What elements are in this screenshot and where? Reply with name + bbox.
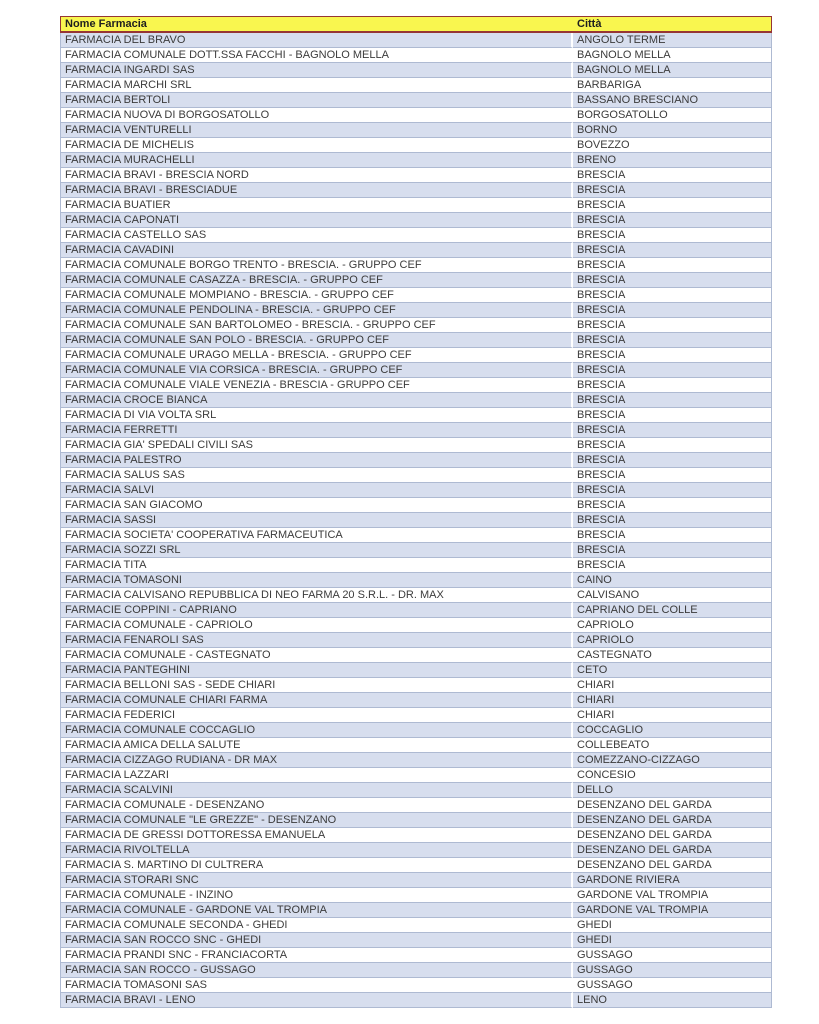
city-cell: GARDONE VAL TROMPIA [573,888,772,903]
city-cell: BRESCIA [573,288,772,303]
city-cell: BRESCIA [573,453,772,468]
pharmacy-name-cell: FARMACIA CAPONATI [60,213,573,228]
city-cell: BRESCIA [573,408,772,423]
pharmacy-name-cell: FARMACIA DE MICHELIS [60,138,573,153]
table-row [60,738,772,753]
table-row [60,918,772,933]
city-cell: BRESCIA [573,543,772,558]
city-cell: BRESCIA [573,378,772,393]
pharmacy-name-cell: FARMACIA FENAROLI SAS [60,633,573,648]
pharmacy-name-cell: FARMACIA GIA' SPEDALI CIVILI SAS [60,438,573,453]
pharmacy-name-cell: FARMACIE COPPINI - CAPRIANO [60,603,573,618]
city-cell: CHIARI [573,708,772,723]
table-row [60,123,772,138]
city-cell: GARDONE RIVIERA [573,873,772,888]
table-row [60,993,772,1008]
pharmacy-name-cell: FARMACIA AMICA DELLA SALUTE [60,738,573,753]
pharmacy-name-cell: FARMACIA COMUNALE - INZINO [60,888,573,903]
city-cell: GHEDI [573,918,772,933]
table-row [60,663,772,678]
column-header-nome-farmacia: Nome Farmacia [60,16,573,33]
city-cell: BRESCIA [573,513,772,528]
pharmacy-name-cell: FARMACIA COMUNALE SAN BARTOLOMEO - BRESCIA. - GRUPPO CEF [60,318,573,333]
pharmacy-name-cell: FARMACIA BERTOLI [60,93,573,108]
pharmacy-name-cell: FARMACIA COMUNALE "LE GREZZE" - DESENZANO [60,813,573,828]
pharmacy-name-cell: FARMACIA BRAVI - BRESCIADUE [60,183,573,198]
table-row [60,138,772,153]
pharmacy-name-cell: FARMACIA BELLONI SAS - SEDE CHIARI [60,678,573,693]
city-cell: BASSANO BRESCIANO [573,93,772,108]
pharmacy-name-cell: FARMACIA COMUNALE - CAPRIOLO [60,618,573,633]
city-cell: DESENZANO DEL GARDA [573,798,772,813]
city-cell: GARDONE VAL TROMPIA [573,903,772,918]
table-row [60,303,772,318]
pharmacy-name-cell: FARMACIA CIZZAGO RUDIANA - DR MAX [60,753,573,768]
city-cell: CAPRIANO DEL COLLE [573,603,772,618]
city-cell: CHIARI [573,693,772,708]
city-cell: BAGNOLO MELLA [573,48,772,63]
pharmacy-name-cell: FARMACIA CAVADINI [60,243,573,258]
table-row [60,558,772,573]
pharmacy-name-cell: FARMACIA DI VIA VOLTA SRL [60,408,573,423]
pharmacy-name-cell: FARMACIA SAN GIACOMO [60,498,573,513]
city-cell: BRESCIA [573,333,772,348]
table-row [60,393,772,408]
pharmacy-name-cell: FARMACIA COMUNALE - CASTEGNATO [60,648,573,663]
city-cell: CHIARI [573,678,772,693]
pharmacy-name-cell: FARMACIA SALUS SAS [60,468,573,483]
city-cell: BRESCIA [573,318,772,333]
table-row [60,78,772,93]
table-header-row [60,16,772,33]
table-row [60,423,772,438]
table-row [60,288,772,303]
pharmacy-name-cell: FARMACIA TOMASONI [60,573,573,588]
table-row [60,438,772,453]
city-cell: DESENZANO DEL GARDA [573,813,772,828]
pharmacy-name-cell: FARMACIA COMUNALE BORGO TRENTO - BRESCIA. - GRUPPO CEF [60,258,573,273]
pharmacy-name-cell: FARMACIA CALVISANO REPUBBLICA DI NEO FARMA 20 S.R.L. - DR. MAX [60,588,573,603]
table-row [60,108,772,123]
city-cell: BRESCIA [573,243,772,258]
table-row [60,933,772,948]
pharmacy-name-cell: FARMACIA COMUNALE CASAZZA - BRESCIA. - GRUPPO CEF [60,273,573,288]
pharmacy-name-cell: FARMACIA TOMASONI SAS [60,978,573,993]
table-row [60,513,772,528]
city-cell: BRESCIA [573,168,772,183]
table-row [60,453,772,468]
pharmacy-table [60,16,772,1008]
table-row [60,963,772,978]
table-body [60,33,772,1008]
table-row [60,603,772,618]
pharmacy-name-cell: FARMACIA SALVI [60,483,573,498]
pharmacy-name-cell: FARMACIA BRAVI - LENO [60,993,573,1008]
pharmacy-name-cell: FARMACIA COMUNALE PENDOLINA - BRESCIA. - GRUPPO CEF [60,303,573,318]
city-cell: BRESCIA [573,468,772,483]
table-row [60,753,772,768]
pharmacy-name-cell: FARMACIA SOZZI SRL [60,543,573,558]
city-cell: BRESCIA [573,423,772,438]
city-cell: CONCESIO [573,768,772,783]
pharmacy-name-cell: FARMACIA PRANDI SNC - FRANCIACORTA [60,948,573,963]
table-row [60,378,772,393]
pharmacy-name-cell: FARMACIA COMUNALE CHIARI FARMA [60,693,573,708]
table-row [60,948,772,963]
city-cell: BRESCIA [573,558,772,573]
city-cell: DESENZANO DEL GARDA [573,828,772,843]
pharmacy-name-cell: FARMACIA BUATIER [60,198,573,213]
table-row [60,318,772,333]
table-row [60,858,772,873]
city-cell: CASTEGNATO [573,648,772,663]
table-row [60,678,772,693]
pharmacy-name-cell: FARMACIA COMUNALE SECONDA - GHEDI [60,918,573,933]
table-row [60,48,772,63]
table-row [60,243,772,258]
pharmacy-name-cell: FARMACIA SAN ROCCO SNC - GHEDI [60,933,573,948]
table-row [60,168,772,183]
city-cell: GUSSAGO [573,948,772,963]
table-row [60,93,772,108]
city-cell: BRESCIA [573,348,772,363]
column-header-citta: Città [573,16,772,33]
city-cell: DESENZANO DEL GARDA [573,843,772,858]
table-row [60,468,772,483]
table-row [60,408,772,423]
city-cell: DELLO [573,783,772,798]
table-row [60,768,772,783]
pharmacy-name-cell: FARMACIA S. MARTINO DI CULTRERA [60,858,573,873]
city-cell: BORNO [573,123,772,138]
table-row [60,483,772,498]
city-cell: CALVISANO [573,588,772,603]
city-cell: CAPRIOLO [573,633,772,648]
city-cell: BAGNOLO MELLA [573,63,772,78]
pharmacy-name-cell: FARMACIA DE GRESSI DOTTORESSA EMANUELA [60,828,573,843]
pharmacy-name-cell: FARMACIA COMUNALE SAN POLO - BRESCIA. - GRUPPO CEF [60,333,573,348]
table-row [60,573,772,588]
city-cell: COMEZZANO-CIZZAGO [573,753,772,768]
table-row [60,348,772,363]
table-row [60,888,772,903]
pharmacy-name-cell: FARMACIA COMUNALE VIA CORSICA - BRESCIA. - GRUPPO CEF [60,363,573,378]
pharmacy-name-cell: FARMACIA PALESTRO [60,453,573,468]
table-row [60,363,772,378]
table-row [60,903,772,918]
table-row [60,63,772,78]
pharmacy-name-cell: FARMACIA FEDERICI [60,708,573,723]
table-row [60,333,772,348]
city-cell: BARBARIGA [573,78,772,93]
table-row [60,828,772,843]
table-row [60,258,772,273]
city-cell: ANGOLO TERME [573,33,772,48]
pharmacy-name-cell: FARMACIA NUOVA DI BORGOSATOLLO [60,108,573,123]
pharmacy-name-cell: FARMACIA MURACHELLI [60,153,573,168]
table-row [60,708,772,723]
pharmacy-name-cell: FARMACIA VENTURELLI [60,123,573,138]
city-cell: BRENO [573,153,772,168]
pharmacy-name-cell: FARMACIA COMUNALE DOTT.SSA FACCHI - BAGNOLO MELLA [60,48,573,63]
city-cell: BRESCIA [573,213,772,228]
table-row [60,813,772,828]
table-row [60,228,772,243]
pharmacy-name-cell: FARMACIA STORARI SNC [60,873,573,888]
pharmacy-name-cell: FARMACIA SOCIETA' COOPERATIVA FARMACEUTICA [60,528,573,543]
city-cell: BRESCIA [573,198,772,213]
table-row [60,843,772,858]
city-cell: BRESCIA [573,273,772,288]
table-row [60,213,772,228]
pharmacy-name-cell: FARMACIA RIVOLTELLA [60,843,573,858]
pharmacy-name-cell: FARMACIA BRAVI - BRESCIA NORD [60,168,573,183]
city-cell: BOVEZZO [573,138,772,153]
pharmacy-name-cell: FARMACIA MARCHI SRL [60,78,573,93]
table-row [60,528,772,543]
pharmacy-name-cell: FARMACIA CROCE BIANCA [60,393,573,408]
pharmacy-name-cell: FARMACIA DEL BRAVO [60,33,573,48]
pharmacy-name-cell: FARMACIA COMUNALE - DESENZANO [60,798,573,813]
city-cell: COCCAGLIO [573,723,772,738]
city-cell: CETO [573,663,772,678]
table-row [60,618,772,633]
pharmacy-name-cell: FARMACIA PANTEGHINI [60,663,573,678]
city-cell: BRESCIA [573,393,772,408]
table-row [60,498,772,513]
table-row [60,648,772,663]
table-row [60,198,772,213]
table-row [60,33,772,48]
pharmacy-name-cell: FARMACIA COMUNALE - GARDONE VAL TROMPIA [60,903,573,918]
pharmacy-name-cell: FARMACIA CASTELLO SAS [60,228,573,243]
pharmacy-name-cell: FARMACIA SAN ROCCO - GUSSAGO [60,963,573,978]
city-cell: GUSSAGO [573,978,772,993]
city-cell: LENO [573,993,772,1008]
table-row [60,978,772,993]
city-cell: BRESCIA [573,498,772,513]
pharmacy-name-cell: FARMACIA INGARDI SAS [60,63,573,78]
city-cell: COLLEBEATO [573,738,772,753]
pharmacy-name-cell: FARMACIA SCALVINI [60,783,573,798]
table-row [60,693,772,708]
city-cell: BRESCIA [573,303,772,318]
table-row [60,783,772,798]
pharmacy-name-cell: FARMACIA COMUNALE MOMPIANO - BRESCIA. - GRUPPO CEF [60,288,573,303]
city-cell: DESENZANO DEL GARDA [573,858,772,873]
city-cell: BRESCIA [573,438,772,453]
pharmacy-name-cell: FARMACIA COMUNALE VIALE VENEZIA - BRESCIA - GRUPPO CEF [60,378,573,393]
table-row [60,588,772,603]
city-cell: BRESCIA [573,363,772,378]
table-row [60,153,772,168]
city-cell: GUSSAGO [573,963,772,978]
table-row [60,798,772,813]
pharmacy-name-cell: FARMACIA SASSI [60,513,573,528]
city-cell: BRESCIA [573,183,772,198]
pharmacy-name-cell: FARMACIA LAZZARI [60,768,573,783]
city-cell: BRESCIA [573,228,772,243]
city-cell: CAINO [573,573,772,588]
table-row [60,873,772,888]
pharmacy-name-cell: FARMACIA TITA [60,558,573,573]
table-row [60,273,772,288]
table-row [60,633,772,648]
city-cell: BRESCIA [573,528,772,543]
pharmacy-name-cell: FARMACIA FERRETTI [60,423,573,438]
table-row [60,723,772,738]
table-row [60,543,772,558]
city-cell: BRESCIA [573,258,772,273]
city-cell: BRESCIA [573,483,772,498]
city-cell: CAPRIOLO [573,618,772,633]
city-cell: GHEDI [573,933,772,948]
table-row [60,183,772,198]
pharmacy-name-cell: FARMACIA COMUNALE COCCAGLIO [60,723,573,738]
city-cell: BORGOSATOLLO [573,108,772,123]
pharmacy-name-cell: FARMACIA COMUNALE URAGO MELLA - BRESCIA. - GRUPPO CEF [60,348,573,363]
